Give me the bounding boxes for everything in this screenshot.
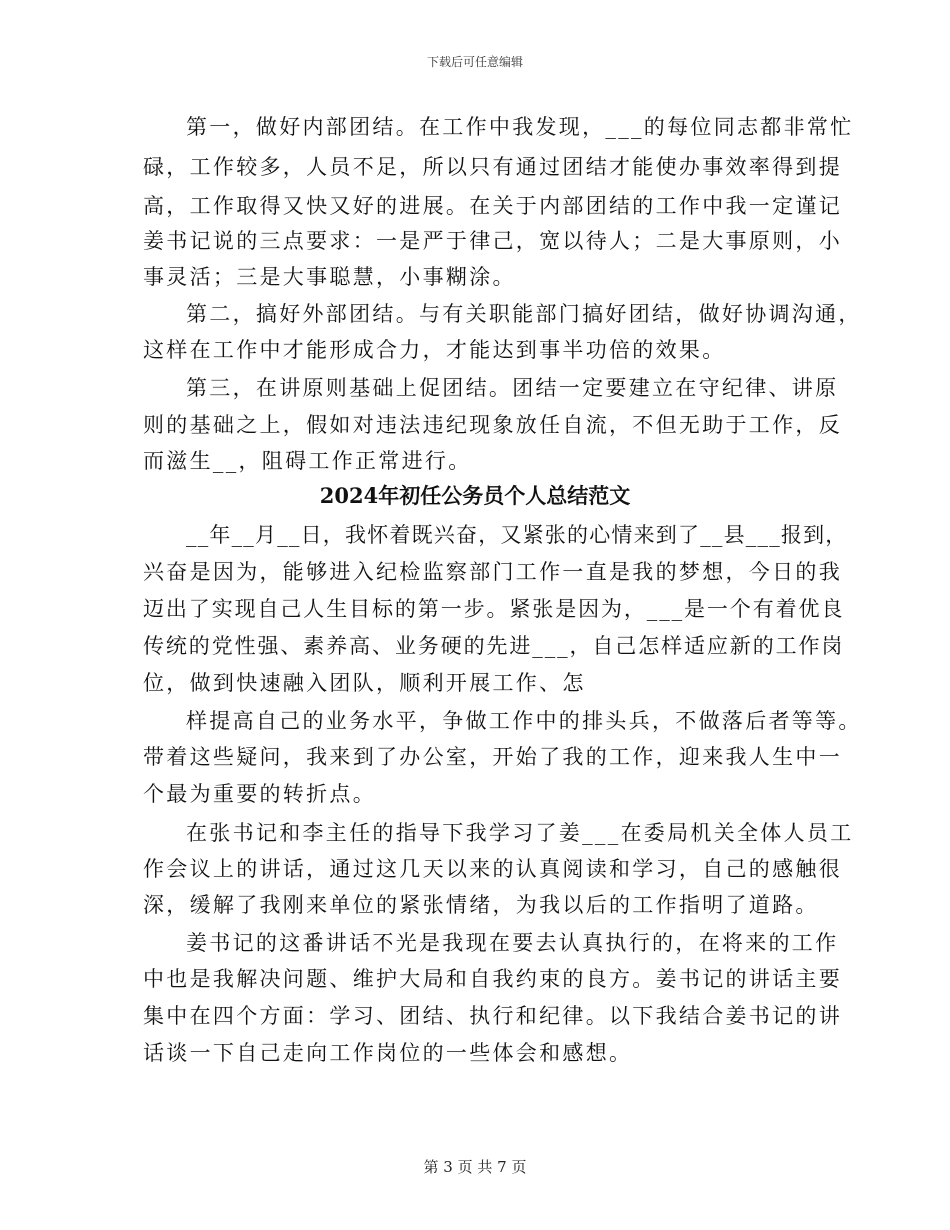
section-title: 2024年初任公务员个人总结范文 <box>319 483 631 508</box>
paragraph-line: 在张书记和李主任的指导下我学习了姜___在委局机关全体人员工 <box>186 821 854 845</box>
paragraph-line: 而滋生__，阻碍工作正常进行。 <box>143 449 472 473</box>
paragraph-line: 碌，工作较多，人员不足，所以只有通过团结才能使办事效率得到提 <box>143 155 842 179</box>
paragraph-line: 第一，做好内部团结。在工作中我发现，___的每位同志都非常忙 <box>186 115 854 139</box>
paragraph-line: 中也是我解决问题、维护大局和自我约束的良方。姜书记的讲话主要 <box>143 967 842 991</box>
paragraph-line: 集中在四个方面：学习、团结、执行和纪律。以下我结合姜书记的讲 <box>143 1004 842 1028</box>
paragraph-line: 迈出了实现自己人生目标的第一步。紧张是因为，___是一个有着优良 <box>143 597 845 621</box>
paragraph-line: 这样在工作中才能形成合力，才能达到事半功倍的效果。 <box>143 338 726 362</box>
paragraph-line: 传统的党性强、素养高、业务硬的先进___，自己怎样适应新的工作岗 <box>143 634 845 658</box>
paragraph-line: 兴奋是因为，能够进入纪检监察部门工作一直是我的梦想，今日的我 <box>143 560 842 584</box>
paragraph-line: 事灵活；三是大事聪慧，小事糊涂。 <box>143 265 516 289</box>
paragraph-line: 带着这些疑问，我来到了办公室，开始了我的工作，迎来我人生中一 <box>143 745 842 769</box>
paragraph-line: 个最为重要的转折点。 <box>143 782 376 806</box>
paragraph-line: 样提高自己的业务水平，争做工作中的排头兵，不做落后者等等。 <box>186 709 862 733</box>
paragraph-line: 作会议上的讲话，通过这几天以来的认真阅读和学习，自己的感触很 <box>143 857 842 881</box>
page-header: 下载后可任意编辑 <box>426 55 523 69</box>
paragraph-line: 位，做到快速融入团队，顺利开展工作、怎 <box>143 671 586 695</box>
paragraph-line: 姜书记的这番讲话不光是我现在要去认真执行的，在将来的工作 <box>186 931 839 955</box>
paragraph-line: 第三，在讲原则基础上促团结。团结一定要建立在守纪律、讲原 <box>186 376 839 400</box>
page-number: 第 3 页 共 7 页 <box>423 1158 527 1176</box>
paragraph-line: 姜书记说的三点要求：一是严于律己，宽以待人；二是大事原则，小 <box>143 229 842 253</box>
paragraph-line: __年__月__日，我怀着既兴奋，又紧张的心情来到了__县___报到， <box>186 523 848 547</box>
paragraph-line: 则的基础之上，假如对违法违纪现象放任自流，不但无助于工作，反 <box>143 413 842 437</box>
paragraph-line: 话谈一下自己走向工作岗位的一些体会和感想。 <box>143 1041 633 1065</box>
paragraph-line: 深，缓解了我刚来单位的紧张情绪，为我以后的工作指明了道路。 <box>143 893 819 917</box>
paragraph-line: 第二，搞好外部团结。与有关职能部门搞好团结，做好协调沟通， <box>186 302 862 326</box>
paragraph-line: 高，工作取得又快又好的进展。在关于内部团结的工作中我一定谨记 <box>143 194 842 218</box>
